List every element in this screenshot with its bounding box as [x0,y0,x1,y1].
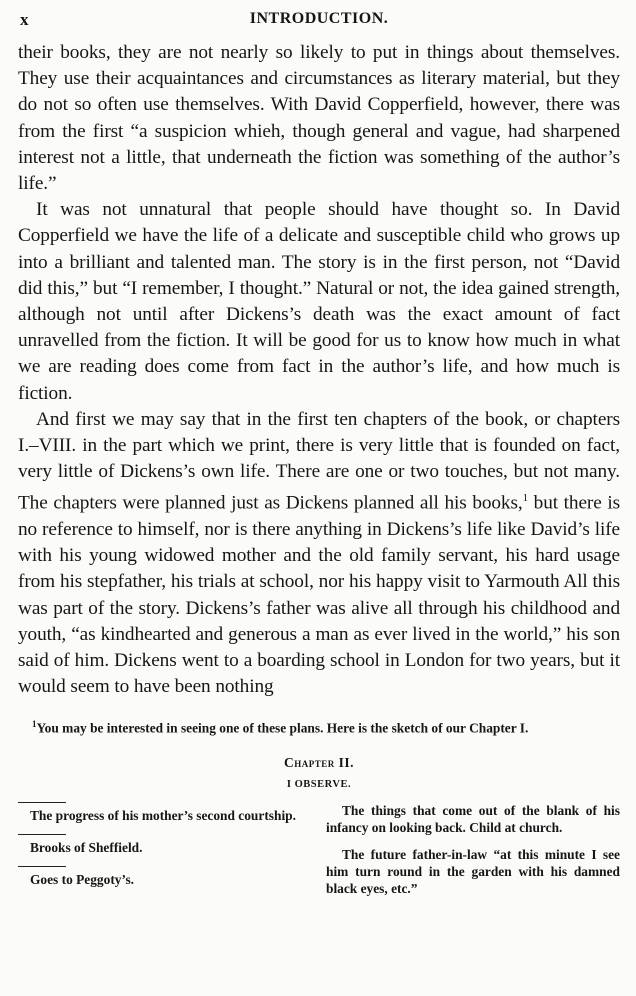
plan-entry-text: The progress of his mother’s second courtship. [30,807,296,823]
plan-left-column [18,802,312,907]
entry-rule [18,802,66,803]
paragraph [18,407,620,701]
running-head: INTRODUCTION. [249,10,389,27]
plan-right-column [326,802,620,907]
page-number: x [20,10,30,29]
plan-entry [18,802,312,824]
paragraph: their books, they are not nearly so likely to put in things about themselves. They use their acquaintances and circumstances as literary material, but they do not so often use themselves. With David Copperfield, however, there was from the first “a suspicion whieh, though general and vague, had sharpened interest not a little, that underneath the fiction was something of the author’s life.” [18,42,620,195]
chapter-plan-title: Chapter II. [283,754,354,770]
chapter-plan-subtitle: I OBSERVE. [286,778,352,790]
body-text [18,40,620,701]
footnote [18,715,620,737]
page-header [18,0,620,40]
plan-entry-text: Brooks of Sheffield. [30,839,143,855]
entry-rule [18,834,66,835]
plan-entry [18,866,312,888]
footnote-reference: 1 [522,492,529,505]
plan-entry: The future father-in-law “at this minute I see him turn round in the garden with his damned black eyes, etc.” [326,846,620,896]
entry-rule [18,866,66,867]
paragraph-text: And first we may say that in the first ten chapters of the book, or chapters I.–VIII. in the part which we print, there is very little that is founded on fact, very little of Dickens’s own life. There are one or two touches, but not many. The chapters were planned just as Dickens planned all his books, [18,408,620,514]
footnote-marker: 1 [32,718,37,729]
chapter-plan [18,802,620,907]
plan-entry-text: Goes to Peggoty’s. [30,871,134,887]
paragraph: It was not unnatural that people should have thought so. In David Copperfield we have the life of a delicate and susceptible child who grows up into a brilliant and talented man. The story is in the first person, not “David did this,” but “I remember, I thought.” Natural or not, the idea gained strength, although not until after Dickens’s death was the exact amount of fact unravelled from the fiction. It will be good for us to know how much in what we are reading does come from fact in the author’s life, and how much is fiction. [18,199,620,404]
plan-entry: The things that come out of the blank of his infancy on looking back. Child at church. [326,802,620,835]
footnote-text: You may be interested in seeing one of these plans. Here is the sketch of our Chapter I. [36,719,529,735]
plan-entry [18,834,312,856]
paragraph-text: but there is no reference to himself, nor is there anything in Dickens’s life like David’s life with his young widowed mother and the old family servant, his hard usage from his stepfather, his trials at school, nor his happy visit to Yarmouth All this was part of the story. Dickens’s father was alive all through his childhood and youth, “as kindhearted and generous a man as ever lived in the world,” his son said of him. Dickens went to a boarding school in London for two years, but it would seem to have been nothing [18,492,620,698]
